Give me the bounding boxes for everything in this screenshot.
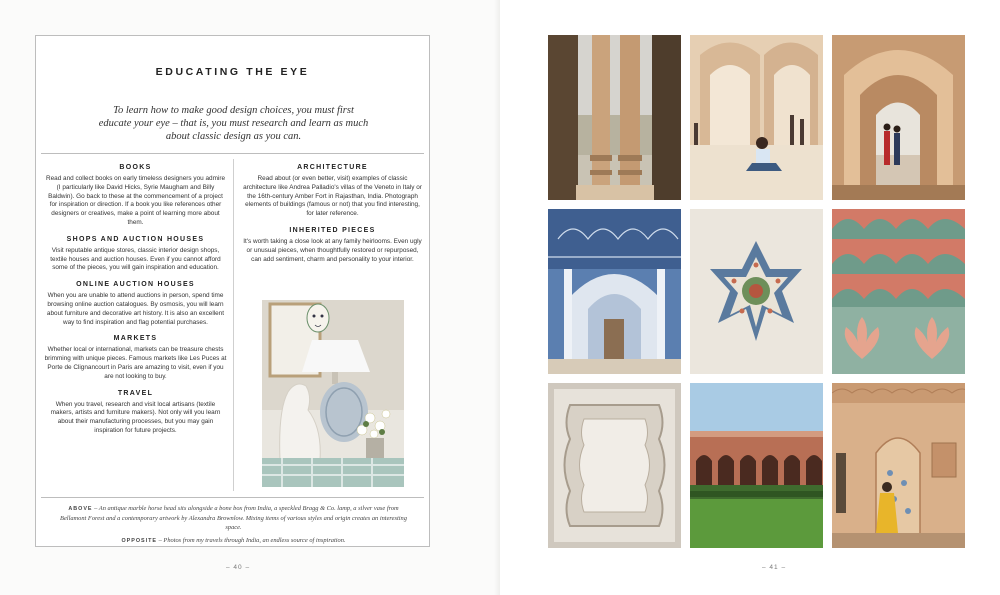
section-body: It's worth taking a close look at any family heirlooms. Even ugly or unusual pieces, when thoughtfully restored or repurposed, can add sentiment, charm and personality to your interior. (243, 237, 422, 263)
section-architecture (241, 164, 424, 219)
section-online-auction (44, 281, 227, 327)
divider-bottom (41, 497, 424, 498)
photo-painted-wall (832, 383, 965, 548)
section-heading: MARKETS (113, 335, 158, 343)
section-body: When you travel, research and visit local artisans (textile makers, artists and furniture makers). Not only will you learn about their manufacturing processes, but you may gain inspiration for future projects. (50, 400, 221, 434)
intro-paragraph: To learn how to make good design choices, you must first educate your eye – that is, you must research and learn as much about classic design as you can. (98, 105, 369, 142)
photo-blue-hall (548, 209, 681, 374)
divider-top (41, 153, 424, 154)
section-heading: ONLINE AUCTION HOUSES (76, 281, 195, 289)
page-title: EDUCATING THE EYE (155, 66, 310, 78)
section-body: Visit reputable antique stores, classic interior design shops, textile houses and auction houses. Even if you cannot afford some of the pieces, you will gain inspiration and education. (50, 246, 221, 272)
section-books (44, 164, 227, 228)
photo-lotus-mural (832, 209, 965, 374)
section-inherited (241, 227, 424, 264)
caption-opposite (56, 536, 411, 546)
column-divider (233, 159, 234, 491)
horse-head-photo (262, 300, 404, 487)
page-number-left: – 40 – (226, 564, 251, 571)
section-heading: ARCHITECTURE (297, 164, 368, 171)
photo-pillars (548, 35, 681, 200)
content-frame (35, 35, 430, 547)
photo-star-inlay (690, 209, 823, 374)
caption-label: ABOVE (68, 506, 93, 512)
section-heading: TRAVEL (117, 389, 154, 397)
section-heading: INHERITED PIECES (289, 226, 376, 234)
caption-above (56, 504, 411, 532)
right-page (500, 0, 1000, 595)
right-column (241, 164, 424, 272)
photo-arches-woman (690, 35, 823, 200)
section-markets (44, 335, 227, 381)
left-column (44, 164, 227, 444)
section-body: Read and collect books on early timeless designers you admire (I particularly like David Hicks, Syrie Maugham and Billy Baldwin). Go back to these at the commencement of a project for inspiration or direction. If a book you like references other designers or creatives, make a point of learning more about them. (45, 175, 226, 226)
horse-head-illustration (262, 300, 404, 487)
section-heading: BOOKS (119, 164, 152, 171)
caption-text: – Photos from my travels through India, an endless source of inspiration. (158, 537, 346, 544)
section-heading: SHOPS AND AUCTION HOUSES (66, 235, 205, 243)
page-number-right: – 41 – (762, 564, 787, 571)
caption-text: – An antique marble horse head sits alongside a bone box from India, a speckled Bragg & Co. lamp, a silver vase from Bellamont Forest and a contemporary artwork by Alexandra Brownlow. Mixing items of various styles and origin creates an interesting space. (60, 505, 407, 531)
photo-marble-relief (548, 383, 681, 548)
photo-archway-couple (832, 35, 965, 200)
section-body: When you are unable to attend auctions in person, spend time browsing online auction catalogues. By osmosis, you will learn about furniture and decorative art history. It is also an excellent way to find inspiration and flag potential purchases. (46, 292, 225, 326)
section-body: Read about (or even better, visit) examples of classic architecture like Andrea Palladio's villas of the Veneto in Italy or the 16th-century Amber Fort in Rajasthan, India. Photograph elements of buildings (famous or not) that you find interesting, for later reference. (243, 175, 422, 218)
photo-red-fort (690, 383, 823, 548)
section-shops (44, 236, 227, 273)
section-body: Whether local or international, markets can be treasure chests brimming with unique pieces. Famous markets like Les Puces at Porte de Clignancourt in Paris are amazing to visit, even if you are not looking to buy. (44, 346, 227, 380)
section-travel (44, 390, 227, 436)
caption-label: OPPOSITE (121, 538, 158, 544)
photo-caption (56, 504, 411, 546)
